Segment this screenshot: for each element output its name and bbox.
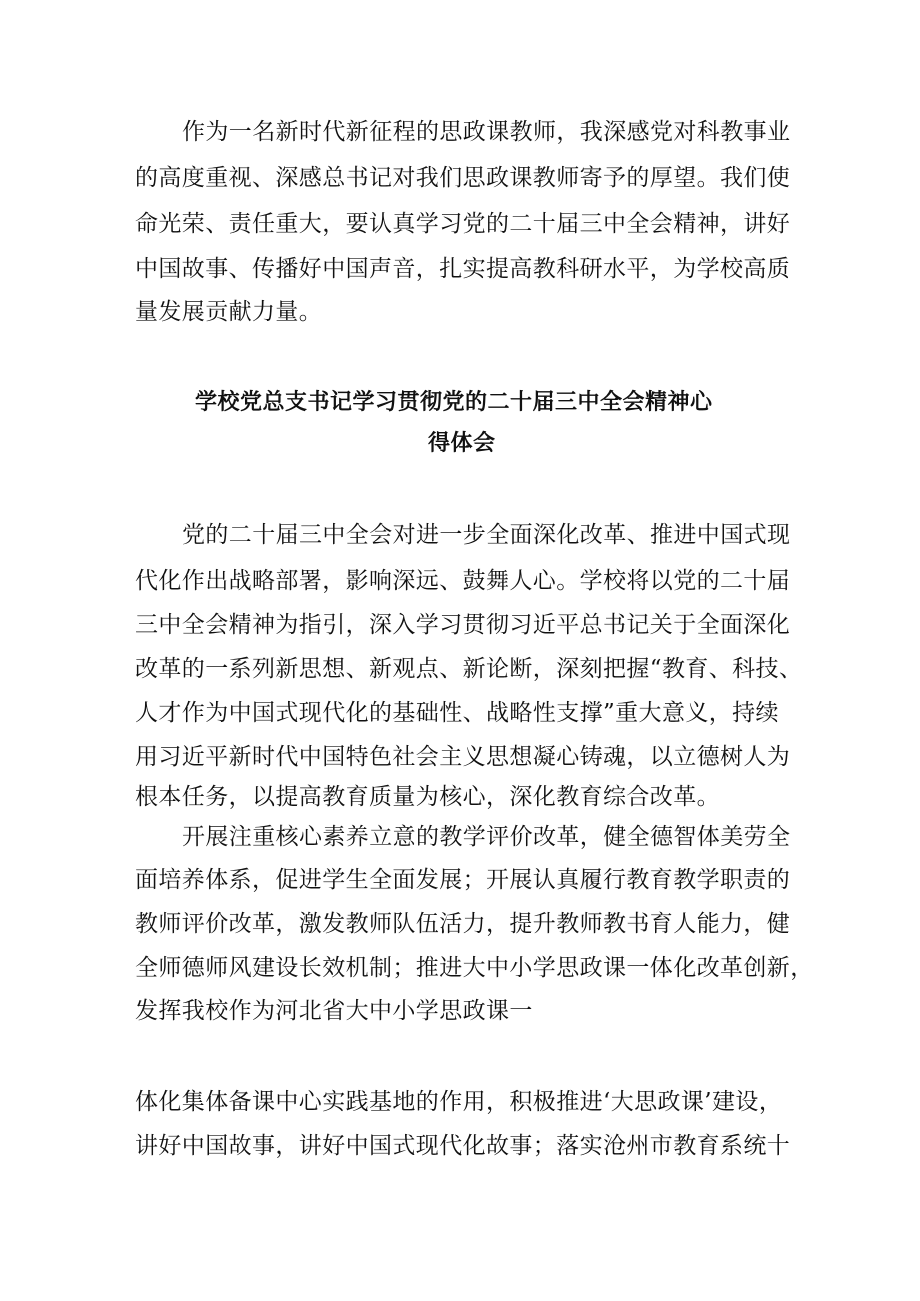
paragraph-line: 用习近平新时代中国特色社会主义思想凝心铸魂，以立德树人为 [135, 744, 791, 770]
paragraph-line: 讲好中国故事，讲好中国式现代化故事；落实沧州市教育系统十 [135, 1133, 791, 1159]
paragraph-line: 发挥我校作为河北省大中小学思政课一 [135, 998, 533, 1024]
paragraph-line: 人才作为中国式现代化的基础性、战略性支撑”重大意义，持续 [135, 700, 779, 726]
paragraph-line: 的高度重视、深感总书记对我们思政课教师寄予的厚望。我们使 [135, 165, 791, 191]
paragraph-line: 面培养体系，促进学生全面发展；开展认真履行教育教学职责的 [135, 867, 791, 893]
heading-line: 得体会 [428, 431, 496, 456]
paragraph-line: 代化作出战略部署，影响深远、鼓舞人心。学校将以党的二十届 [135, 568, 791, 594]
paragraph-line: 党的二十届三中全会对进一步全面深化改革、推进中国式现 [182, 522, 791, 548]
paragraph-line: 体化集体备课中心实践基地的作用，积极推进‘大思政课’建设， [135, 1089, 783, 1115]
paragraph-line: 开展注重核心素养立意的教学评价改革，健全德智体美劳全 [182, 824, 791, 850]
paragraph-line: 作为一名新时代新征程的思政课教师，我深感党对科教事业 [182, 119, 791, 145]
paragraph-line: 三中全会精神为指引，深入学习贯彻习近平总书记关于全面深化 [135, 612, 791, 638]
paragraph-line: 改革的一系列新思想、新观点、新论断，深刻把握“教育、科技、 [135, 656, 803, 682]
paragraph-line: 量发展贡献力量。 [135, 299, 323, 325]
paragraph-line: 根本任务，以提高教育质量为核心，深化教育综合改革。 [135, 784, 720, 810]
paragraph-line: 命光荣、责任重大，要认真学习党的二十届三中全会精神，讲好 [135, 211, 791, 237]
paragraph-line: 中国故事、传播好中国声音，扎实提高教科研水平，为学校高质 [135, 256, 791, 282]
paragraph-line: 教师评价改革，激发教师队伍活力，提升教师教书育人能力，健 [135, 911, 791, 937]
paragraph-line: 全师德师风建设长效机制；推进大中小学思政课一体化改革创新， [135, 955, 814, 981]
heading-line: 学校党总支书记学习贯彻党的二十届三中全会精神心 [195, 390, 713, 415]
